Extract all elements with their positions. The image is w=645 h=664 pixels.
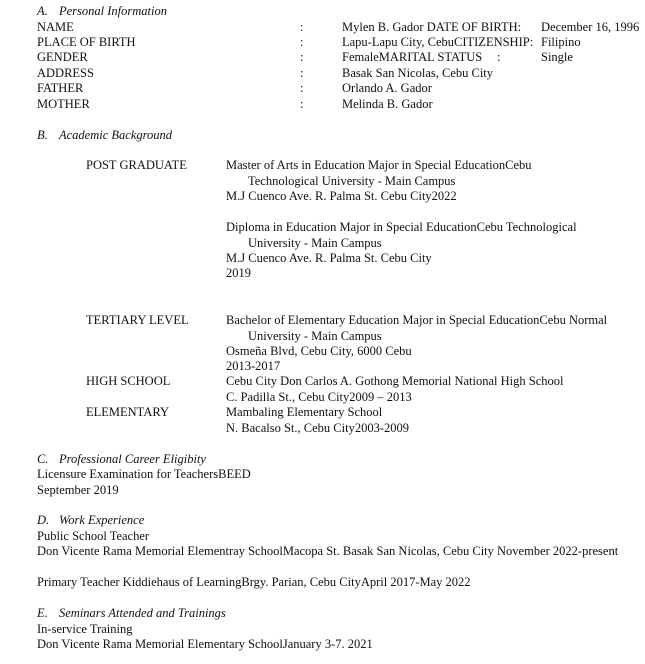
- section-d-heading: [37, 513, 144, 528]
- section-e-heading: [37, 606, 226, 621]
- father-value: Orlando A. Gador: [342, 81, 432, 95]
- section-title: Seminars Attended and Trainings: [59, 606, 226, 620]
- elem-line2: N. Bacalso St., Cebu City2003-2009: [226, 421, 409, 435]
- work-line3: Primary Teacher Kiddiehaus of LearningBrgy. Parian, Cebu CityApril 2017-May 2022: [37, 575, 471, 589]
- pg2-line2: University - Main Campus: [248, 236, 382, 250]
- citizenship-value: Filipino: [541, 35, 581, 49]
- hs-line2: C. Padilla St., Cebu City2009 – 2013: [226, 390, 412, 404]
- section-b-heading: [37, 128, 172, 143]
- section-title: Work Experience: [59, 513, 145, 527]
- work-line2: Don Vicente Rama Memorial Elementray SchoolMacopa St. Basak San Nicolas, Cebu City November 2022-present: [37, 544, 619, 558]
- colon: :: [300, 35, 304, 49]
- section-number: B.: [37, 128, 48, 142]
- section-a-heading: [37, 4, 167, 19]
- pob-value: Lapu-Lapu City, CebuCITIZENSHIP:: [342, 35, 534, 49]
- pg2-line4: 2019: [226, 266, 251, 280]
- father-label: FATHER: [37, 81, 84, 95]
- section-number: A.: [37, 4, 48, 18]
- eligibility-line2: September 2019: [37, 483, 119, 497]
- hs-label: HIGH SCHOOL: [86, 374, 171, 388]
- section-number: E.: [37, 606, 48, 620]
- pg1-line3: M.J Cuenco Ave. R. Palma St. Cebu City2022: [226, 189, 457, 203]
- address-label: ADDRESS: [37, 66, 94, 80]
- eligibility-line1: Licensure Examination for TeachersBEED: [37, 467, 251, 481]
- marital-value: Single: [541, 50, 573, 64]
- ter-line4: 2013-2017: [226, 359, 281, 373]
- address-value: Basak San Nicolas, Cebu City: [342, 66, 494, 80]
- colon: :: [300, 20, 304, 34]
- name-label: NAME: [37, 20, 74, 34]
- work-line1: Public School Teacher: [37, 529, 150, 543]
- gender-value: FemaleMARITAL STATUS: [342, 50, 483, 64]
- marital-colon: :: [497, 50, 501, 64]
- colon: :: [300, 66, 304, 80]
- colon: :: [300, 97, 304, 111]
- colon: :: [300, 81, 304, 95]
- mother-value: Melinda B. Gador: [342, 97, 433, 111]
- dob-value: December 16, 1996: [541, 20, 640, 34]
- section-c-heading: [37, 452, 206, 467]
- elem-line1: Mambaling Elementary School: [226, 405, 383, 419]
- section-title: Professional Career Eligibity: [59, 452, 206, 466]
- section-number: D.: [37, 513, 50, 527]
- ter-line2: University - Main Campus: [248, 329, 382, 343]
- seminars-line1: In-service Training: [37, 622, 133, 636]
- ter-line1: Bachelor of Elementary Education Major in Special EducationCebu Normal: [226, 313, 608, 327]
- pg1-line2: Technological University - Main Campus: [248, 174, 456, 188]
- elem-label: ELEMENTARY: [86, 405, 170, 419]
- gender-label: GENDER: [37, 50, 88, 64]
- pob-label: PLACE OF BIRTH: [37, 35, 136, 49]
- ter-line3: Osmeña Blvd, Cebu City, 6000 Cebu: [226, 344, 412, 358]
- pg2-line1: Diploma in Education Major in Special EducationCebu Technological: [226, 220, 577, 234]
- seminars-line2: Don Vicente Rama Memorial Elementary SchoolJanuary 3-7. 2021: [37, 637, 373, 651]
- hs-line1: Cebu City Don Carlos A. Gothong Memorial National High School: [226, 374, 564, 388]
- section-number: C.: [37, 452, 49, 466]
- tertiary-label: TERTIARY LEVEL: [86, 313, 189, 327]
- pg1-line1: Master of Arts in Education Major in Special EducationCebu: [226, 158, 532, 172]
- section-title: Personal Information: [59, 4, 167, 18]
- section-title: Academic Background: [59, 128, 173, 142]
- name-value: Mylen B. Gador DATE OF BIRTH:: [342, 20, 522, 34]
- pg2-line3: M.J Cuenco Ave. R. Palma St. Cebu City: [226, 251, 432, 265]
- post-grad-label: POST GRADUATE: [86, 158, 187, 172]
- mother-label: MOTHER: [37, 97, 90, 111]
- colon: :: [300, 50, 304, 64]
